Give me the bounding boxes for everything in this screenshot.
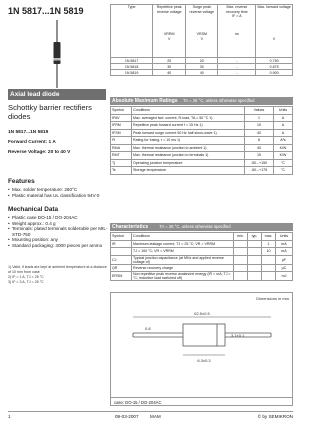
mechanical-data-heading: Mechanical Data [8, 206, 59, 213]
footer-copyright: © by SEMIKRON [257, 414, 293, 419]
table-row: QR Reverse recovery charge µC [111, 264, 293, 272]
dimension-drawing-box [110, 292, 293, 406]
table-header-row: Symbol Conditions min. typ. max. Units [111, 233, 293, 241]
footnotes [8, 265, 108, 285]
lead-diode-label: Axial lead diode [8, 89, 106, 100]
col-vf: Max. forward voltage V [256, 5, 293, 58]
list-item: • Plastic case DO-15 / DO-204AC [8, 215, 108, 221]
footer-code: MAM [150, 414, 161, 419]
table-row: IFRM Repetitive peak forward current f = 15 Hz 1) 10 A [111, 122, 293, 130]
table-row: RthT Max. thermal resistance junction to terminals 1) 15 K/W [111, 152, 293, 160]
list-item: • Plastic material has UL classification 94V-0 [8, 193, 108, 199]
table-row: i²t Rating for fusing, t = 10 ms 1) 8 A²s [111, 137, 293, 145]
mechanical-data-list [8, 215, 108, 249]
table-row: CJ Typical junction capacitance (at MHz and applied reverse voltage of) pF [111, 255, 293, 264]
absolute-max-ratings-table [110, 106, 293, 175]
footer-rule [8, 411, 293, 412]
table-row: 1N 5817 20 20 - 0.750 [111, 58, 293, 64]
col-vrrm: Repetitive peak reverse voltage VRRM V [153, 5, 186, 58]
spec-forward-current: Forward Current: 1 A [8, 140, 56, 145]
dimension-label: 3.1±0.1 [231, 333, 245, 338]
table-row: Tj Operating junction temperature -50...+150 °C [111, 159, 293, 167]
table-row: RthA Max. thermal resistance junction to ambient 1) 40 K/W [111, 144, 293, 152]
footer-date: 09-03-2007 [115, 414, 139, 419]
footnote: 1) Valid, if leads are kept at ambient temperature at a distance of 10 mm from case [8, 265, 107, 274]
footnote: 3) IF = 3 A, TJ = 25 °C [8, 280, 44, 284]
type-selection-table [110, 4, 293, 76]
package-body [183, 324, 225, 346]
col-trr: Max. reverse recovery time IF = A ns [218, 5, 256, 58]
table-row: TJ = 100 °C; VR = VRRM 10 mA [111, 248, 293, 256]
diode-lead-image [8, 18, 106, 90]
col-vrsm: Surge peak reverse voltage VRSM V [186, 5, 218, 58]
features-heading: Features [8, 178, 35, 185]
dimension-label: 62.5±0.5 [194, 311, 210, 316]
list-item: • Standard packaging: 4000 pieces per ammo [8, 243, 108, 249]
amr-heading: Absolute Maximum Ratings [112, 98, 178, 104]
list-item: • Weight approx.: 0.4 g [8, 221, 108, 227]
characteristics-heading: Characteristics [112, 224, 149, 230]
footnote: 2) IF = 1 A, TJ = 25 °C [8, 275, 44, 279]
table-row: IFSM Peak forward surge current 50 Hz half sinus-wave 1) 40 A [111, 129, 293, 137]
table-row: 1N 5819 40 40 - 0.900 [111, 70, 293, 76]
diode-body [54, 42, 61, 64]
list-item: • Max. solder temperature: 260°C [8, 187, 108, 193]
table-row: ERSM Non repetitive peak reverse avalanche energy (IR = mA; TJ = °C; inductive load switched off) mJ [111, 272, 293, 281]
page-title: 1N 5817...1N 5819 [8, 6, 84, 16]
spec-type-range: 1N 5817...1N 5819 [8, 130, 49, 135]
page-number: 1 [8, 414, 11, 419]
table-row: 1N 5818 30 30 - 0.875 [111, 64, 293, 70]
col-type: Type [111, 5, 153, 58]
amr-conditions: TA = 25 °C, unless otherwise specified [183, 98, 255, 103]
diode-cathode-band [54, 58, 61, 61]
list-item: • Mounting position: any [8, 237, 108, 243]
table-row: IR Maximum leakage current, TJ = 25 °C; VR = VRRM 1 mA [111, 240, 293, 248]
amr-section-bar [110, 97, 293, 105]
table-row: IFAV Max. averaged fwd. current, R-load, TA = 50 °C 1) 1 A [111, 114, 293, 122]
table-header-row: Symbol Conditions Values Units [111, 107, 293, 115]
characteristics-conditions: TA = 25 °C, unless otherwise specified [159, 224, 231, 229]
characteristics-section-bar [110, 223, 293, 231]
dimension-label: 0.8 [145, 326, 151, 331]
characteristics-table [110, 232, 293, 281]
dimension-drawing [111, 293, 294, 407]
list-item: • Terminals: plated terminals solderable per MIL-STD-750 [8, 226, 108, 237]
case-caption: case: DO-15 / DO-204AC [111, 397, 292, 406]
table-row: Ts Storage temperature -50...+175 °C [111, 167, 293, 175]
spec-reverse-voltage: Reverse Voltage: 20 to 40 V [8, 150, 71, 155]
dimensions-note: Dimensions in mm [256, 296, 289, 301]
device-subtitle: Schottky barrier rectifiers diodes [8, 103, 92, 121]
dimension-label: 6.3±0.3 [197, 358, 211, 363]
features-list [8, 187, 108, 198]
